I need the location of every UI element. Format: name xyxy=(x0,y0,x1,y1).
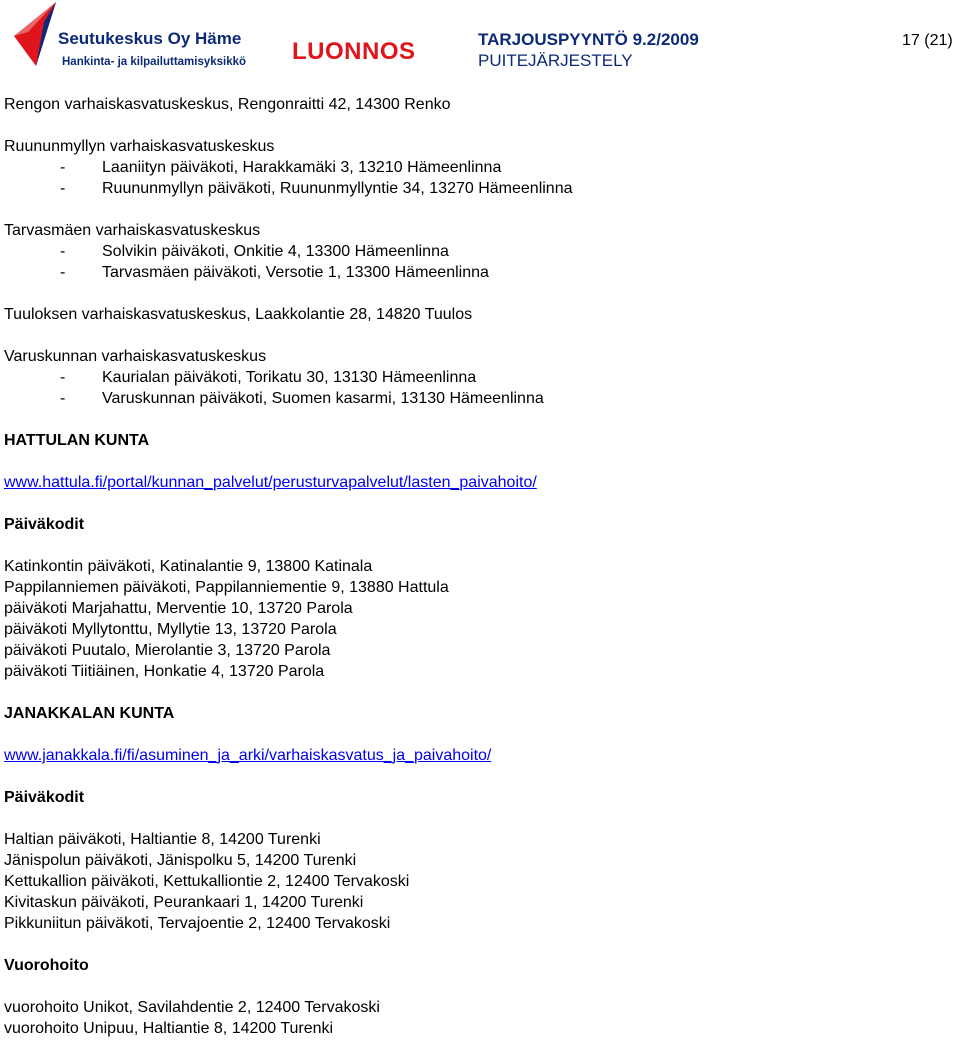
section-hattula-heading xyxy=(4,430,954,451)
list-item-text: Varuskunnan päiväkoti, Suomen kasarmi, 13130 Hämeenlinna xyxy=(102,390,544,407)
section-tarvasmaki xyxy=(4,220,954,283)
document-title: TARJOUSPYYNTÖ 9.2/2009 xyxy=(478,30,699,49)
list-item: Katinkontin päiväkoti, Katinalantie 9, 13800 Katinala xyxy=(4,558,373,575)
list-item: Kivitaskun päiväkoti, Peurankaari 1, 14200 Turenki xyxy=(4,894,364,911)
list-item xyxy=(4,388,954,409)
section-janakkala-heading xyxy=(4,703,954,724)
list-item: päiväkoti Tiitiäinen, Honkatie 4, 13720 Parola xyxy=(4,663,325,680)
janakkala-link[interactable]: www.janakkala.fi/fi/asuminen_ja_arki/varhaiskasvatus_ja_paivahoito/ xyxy=(4,747,492,764)
seutukeskus-logo-icon xyxy=(10,2,62,66)
municipality-heading: HATTULAN KUNTA xyxy=(4,432,150,449)
section-hattula-subheading xyxy=(4,514,954,535)
page-number: 17 (21) xyxy=(902,32,953,49)
municipality-heading: JANAKKALAN KUNTA xyxy=(4,705,175,722)
list-item: Rengon varhaiskasvatuskeskus, Rengonraitti 42, 14300 Renko xyxy=(4,96,451,113)
page-header xyxy=(0,0,960,80)
group-title: Ruununmyllyn varhaiskasvatuskeskus xyxy=(4,138,275,155)
list-item: Pikkuniitun päiväkoti, Tervajoentie 2, 12400 Tervakoski xyxy=(4,915,391,932)
dash-bullet: - xyxy=(60,180,66,197)
subheading: Päiväkodit xyxy=(4,789,85,806)
list-item-text: Ruununmyllyn päiväkoti, Ruununmyllyntie 34, 13270 Hämeenlinna xyxy=(102,180,573,197)
section-janakkala-link xyxy=(4,745,954,766)
section-tuulos xyxy=(4,304,954,325)
list-item: vuorohoito Unipuu, Haltiantie 8, 14200 Turenki xyxy=(4,1020,334,1037)
group-title: Tarvasmäen varhaiskasvatuskeskus xyxy=(4,222,261,239)
section-varuskunta xyxy=(4,346,954,409)
list-item: Pappilanniemen päiväkoti, Pappilanniementie 9, 13880 Hattula xyxy=(4,579,449,596)
dash-bullet: - xyxy=(60,159,66,176)
document-body xyxy=(4,94,954,1060)
draft-label: LUONNOS xyxy=(292,38,416,65)
dash-bullet: - xyxy=(60,264,66,281)
hattula-list xyxy=(4,556,954,682)
dash-bullet: - xyxy=(60,243,66,260)
document-subtitle: PUITEJÄRJESTELY xyxy=(478,51,633,70)
dash-bullet: - xyxy=(60,369,66,386)
section-hattula-link xyxy=(4,472,954,493)
list-item-text: Tarvasmäen päiväkoti, Versotie 1, 13300 Hämeenlinna xyxy=(102,264,489,281)
list-item: päiväkoti Myllytonttu, Myllytie 13, 13720 Parola xyxy=(4,621,337,638)
list-item: Haltian päiväkoti, Haltiantie 8, 14200 Turenki xyxy=(4,831,321,848)
section-vuorohoito-heading xyxy=(4,955,954,976)
subheading: Päiväkodit xyxy=(4,516,85,533)
list-item-text: Kaurialan päiväkoti, Torikatu 30, 13130 Hämeenlinna xyxy=(102,369,477,386)
dash-bullet: - xyxy=(60,390,66,407)
janakkala-list xyxy=(4,829,954,934)
hattula-link[interactable]: www.hattula.fi/portal/kunnan_palvelut/perusturvapalvelut/lasten_paivahoito/ xyxy=(4,474,537,491)
list-item: päiväkoti Marjahattu, Merventie 10, 13720 Parola xyxy=(4,600,353,617)
section-janakkala-subheading xyxy=(4,787,954,808)
company-subtitle: Hankinta- ja kilpailuttamisyksikkö xyxy=(62,56,247,68)
subheading: Vuorohoito xyxy=(4,957,89,974)
vuorohoito-list xyxy=(4,997,954,1039)
list-item: päiväkoti Puutalo, Mierolantie 3, 13720 Parola xyxy=(4,642,331,659)
list-item xyxy=(4,157,954,178)
section-ruununmylly xyxy=(4,136,954,199)
list-item xyxy=(4,178,954,199)
list-item: Kettukallion päiväkoti, Kettukalliontie 2, 12400 Tervakoski xyxy=(4,873,410,890)
list-item xyxy=(4,241,954,262)
list-item xyxy=(4,367,954,388)
list-item: Tuuloksen varhaiskasvatuskeskus, Laakkolantie 28, 14820 Tuulos xyxy=(4,306,473,323)
group-title: Varuskunnan varhaiskasvatuskeskus xyxy=(4,348,267,365)
list-item xyxy=(4,262,954,283)
list-item-text: Solvikin päiväkoti, Onkitie 4, 13300 Hämeenlinna xyxy=(102,243,449,260)
list-item: Jänispolun päiväkoti, Jänispolku 5, 14200 Turenki xyxy=(4,852,357,869)
section-renko xyxy=(4,94,954,115)
company-name: Seutukeskus Oy Häme xyxy=(58,29,242,48)
list-item: vuorohoito Unikot, Savilahdentie 2, 12400 Tervakoski xyxy=(4,999,380,1016)
list-item-text: Laaniityn päiväkoti, Harakkamäki 3, 13210 Hämeenlinna xyxy=(102,159,502,176)
